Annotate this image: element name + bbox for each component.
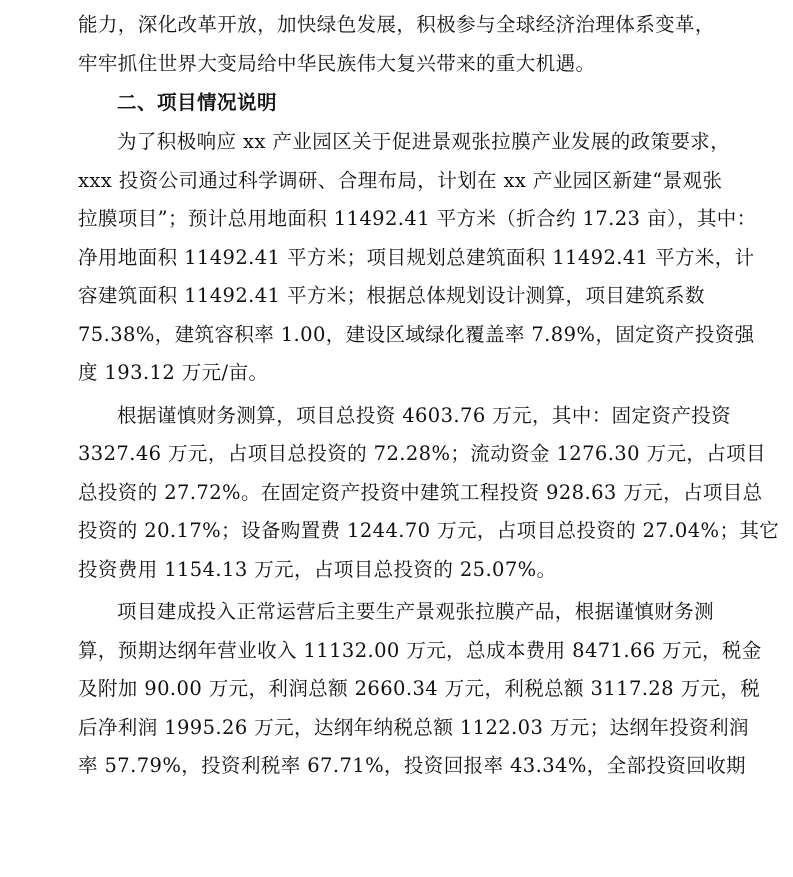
text-line: 3327.46 万元，占项目总投资的 72.28%；流动资金 1276.30 万元，占项目 [78, 442, 766, 465]
text-line: 及附加 90.00 万元，利润总额 2660.34 万元，利税总额 3117.28 万元，税 [78, 677, 761, 700]
text-line: 后净利润 1995.26 万元，达纲年纳税总额 1122.03 万元；达纲年投资利润 [78, 715, 749, 739]
text-line: 投资的 20.17%；设备购置费 1244.70 万元，占项目总投资的 27.04%；其它 [78, 519, 780, 542]
text-line: 项目建成投入正常运营后主要生产景观张拉膜产品，根据谨慎财务测 [117, 600, 715, 623]
text-line: 拉膜项目”；预计总用地面积 11492.41 平方米（折合约 17.23 亩），其中： [78, 207, 757, 230]
text-line: 容建筑面积 11492.41 平方米；根据总体规划设计测算，项目建筑系数 [78, 284, 705, 307]
text-line: 算，预期达纲年营业收入 11132.00 万元，总成本费用 8471.66 万元，税金 [78, 638, 762, 662]
text-line: 75.38%，建筑容积率 1.00，建设区域绿化覆盖率 7.89%，固定资产投资强 [78, 322, 755, 346]
section-heading: 二、项目情况说明 [117, 91, 278, 114]
intro-paragraph [78, 6, 753, 83]
revenue-paragraph [78, 593, 762, 786]
text-line: 能力，深化改革开放，加快绿色发展，积极参与全球经济治理体系变革， [78, 13, 715, 36]
text-line: 率 57.79%，投资利税率 67.71%，投资回报率 43.34%，全部投资回收期 [78, 754, 746, 777]
text-line: 牢牢抓住世界大变局给中华民族伟大复兴带来的重大机遇。 [78, 51, 596, 75]
text-line: 净用地面积 11492.41 平方米；项目规划总建筑面积 11492.41 平方米，计 [78, 245, 755, 269]
text-line: xxx 投资公司通过科学调研、合理布局，计划在 xx 产业园区新建“景观张 [78, 168, 723, 192]
text-line: 度 193.12 万元/亩。 [78, 361, 269, 384]
investment-paragraph [78, 397, 780, 590]
project-overview-paragraph [78, 123, 757, 393]
text-line: 总投资的 27.72%。在固定资产投资中建筑工程投资 928.63 万元，占项目总 [78, 480, 763, 504]
text-line: 根据谨慎财务测算，项目总投资 4603.76 万元，其中：固定资产投资 [117, 403, 732, 427]
text-line: 投资费用 1154.13 万元，占项目总投资的 25.07%。 [78, 557, 557, 581]
text-line: 为了积极响应 xx 产业园区关于促进景观张拉膜产业发展的政策要求， [117, 130, 731, 153]
